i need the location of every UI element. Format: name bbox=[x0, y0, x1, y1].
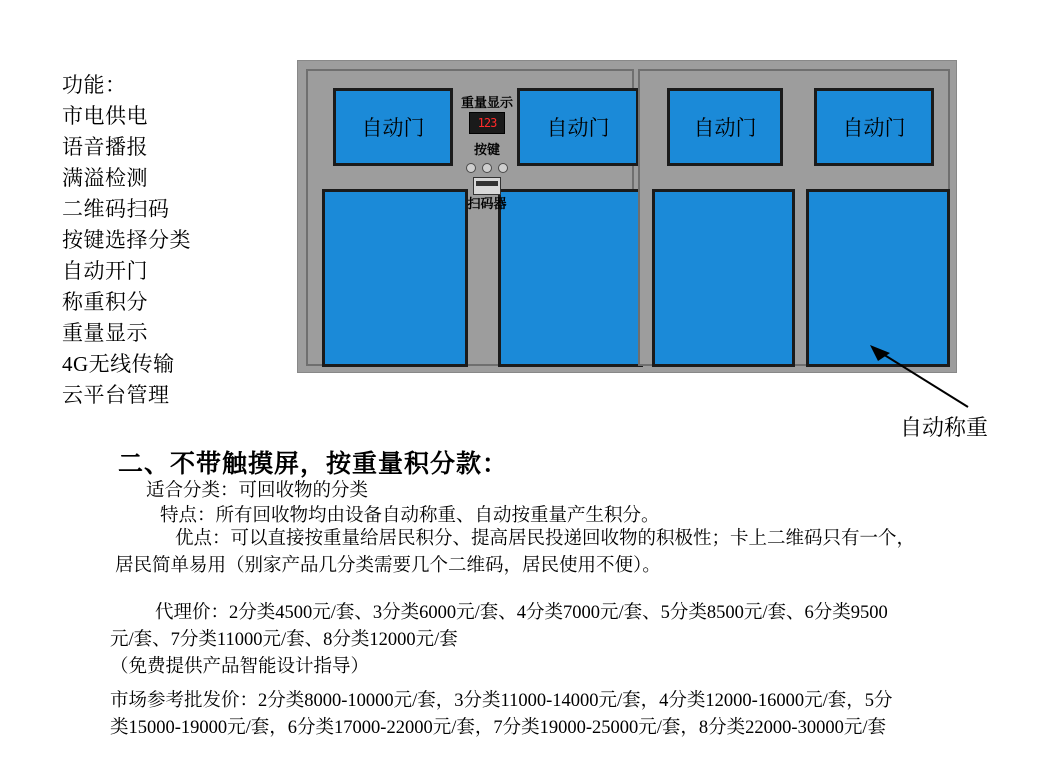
weigh-bin bbox=[652, 189, 795, 367]
cabinet-left bbox=[306, 69, 634, 366]
feature-item: 二维码扫码 bbox=[62, 197, 170, 221]
market-line-1: 市场参考批发价：2分类8000-10000元/套，3分类11000-14000元/套，4分类12000-16000元/套，5分 bbox=[110, 691, 893, 711]
weigh-bin bbox=[498, 189, 643, 367]
section-heading: 二、不带触摸屏，按重量积分款： bbox=[118, 451, 509, 478]
weight-display-label: 重量显示 bbox=[460, 95, 513, 110]
agent-price-text bbox=[110, 600, 1015, 681]
auto-door: 自动门 bbox=[814, 88, 934, 166]
control-panel bbox=[451, 95, 523, 211]
button-row bbox=[451, 163, 523, 173]
callout-arrow-icon bbox=[860, 345, 980, 415]
auto-door: 自动门 bbox=[667, 88, 783, 166]
auto-door: 自动门 bbox=[517, 88, 639, 166]
weight-display: 123 bbox=[469, 112, 505, 134]
keypad-button[interactable] bbox=[482, 163, 492, 173]
feature-item: 自动开门 bbox=[62, 259, 148, 283]
feature-item: 4G无线传输 bbox=[62, 352, 175, 376]
feature-item: 满溢检测 bbox=[62, 166, 148, 190]
weigh-bin bbox=[322, 189, 468, 367]
button-label: 按键 bbox=[473, 142, 500, 157]
keypad-button[interactable] bbox=[498, 163, 508, 173]
keypad-button[interactable] bbox=[466, 163, 476, 173]
suitable-categories-text: 适合分类：可回收物的分类 bbox=[146, 481, 369, 501]
auto-door: 自动门 bbox=[333, 88, 453, 166]
feature-item: 市电供电 bbox=[62, 104, 148, 128]
feature-list bbox=[62, 70, 282, 411]
market-line-2: 类15000-19000元/套，6分类17000-22000元/套，7分类19000-25000元/套，8分类22000-30000元/套 bbox=[110, 718, 886, 738]
feature-text: 特点：所有回收物均由设备自动称重、自动按重量产生积分。 bbox=[160, 506, 660, 526]
callout-label: 自动称重 bbox=[900, 415, 989, 440]
merit-text bbox=[115, 526, 1005, 580]
feature-item: 重量显示 bbox=[62, 321, 148, 345]
weigh-bin bbox=[806, 189, 950, 367]
recycling-machine-illustration bbox=[297, 60, 957, 373]
feature-item: 云平台管理 bbox=[62, 383, 170, 407]
merit-line-2: 居民简单易用（别家产品几分类需要几个二维码，居民使用不便）。 bbox=[115, 556, 661, 576]
price-line-3: （免费提供产品智能设计指导） bbox=[110, 657, 370, 677]
price-line-1: 代理价：2分类4500元/套、3分类6000元/套、4分类7000元/套、5分类8500元/套、6分类9500 bbox=[155, 603, 888, 623]
feature-item: 称重积分 bbox=[62, 290, 148, 314]
scanner-icon bbox=[473, 177, 501, 195]
merit-line-1: 优点：可以直接按重量给居民积分、提高居民投递回收物的积极性；卡上二维码只有一个， bbox=[175, 529, 916, 549]
scanner-label: 扫码器 bbox=[467, 196, 507, 211]
feature-item: 语音播报 bbox=[62, 135, 148, 159]
market-price-text bbox=[110, 688, 1010, 742]
price-line-2: 元/套、7分类11000元/套、8分类12000元/套 bbox=[110, 630, 458, 650]
feature-list-title: 功能： bbox=[62, 73, 127, 97]
cabinet-right bbox=[638, 69, 950, 366]
feature-item: 按键选择分类 bbox=[62, 228, 191, 252]
